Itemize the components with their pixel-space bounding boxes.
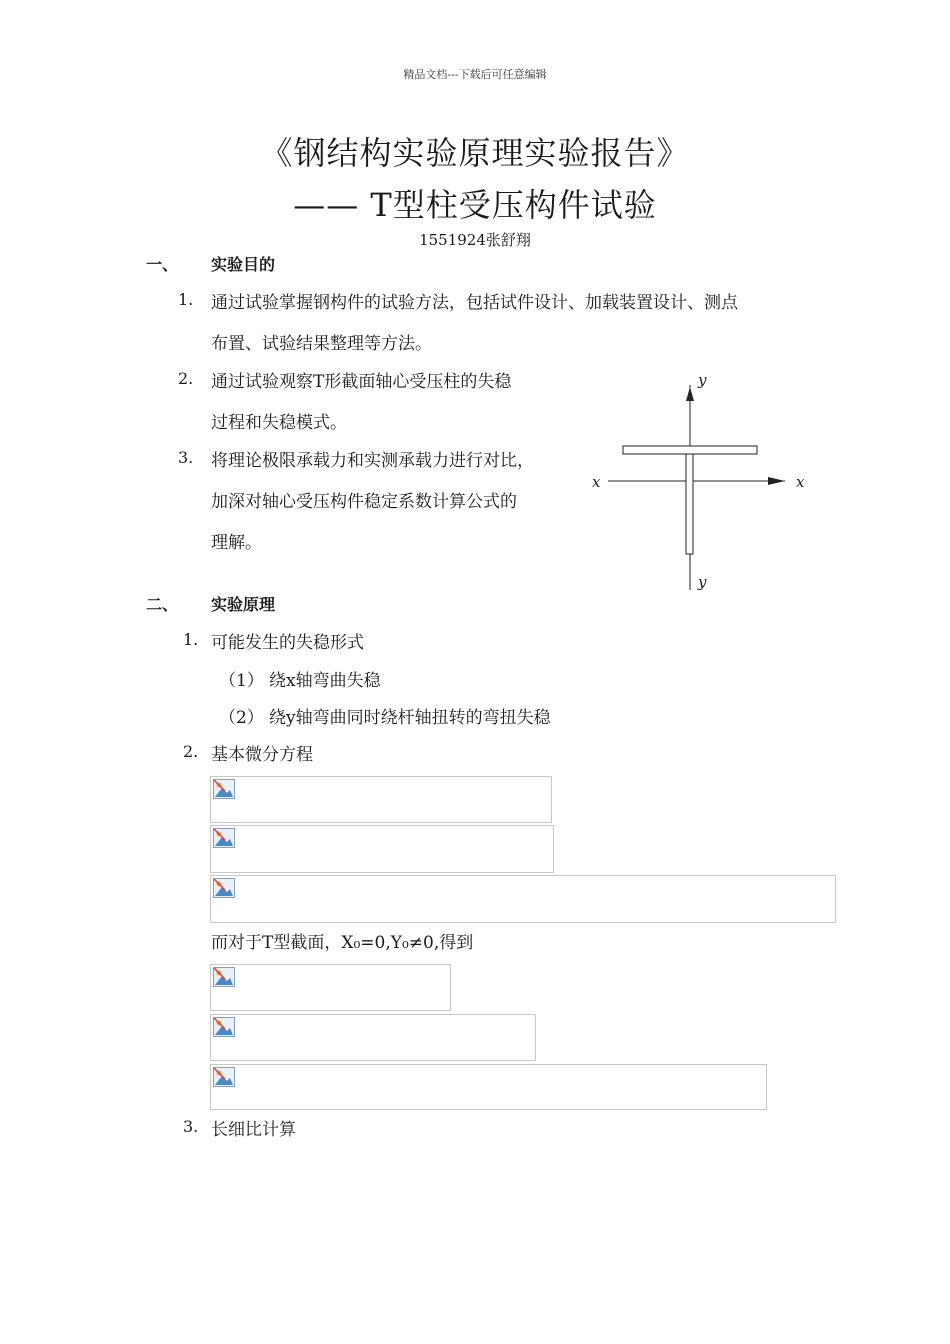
item-3-line-2: 加深对轴心受压构件稳定系数计算公式的 <box>211 492 517 512</box>
formula-image-2 <box>210 825 554 873</box>
y-label-top: y <box>698 371 707 389</box>
principle-item-1-text: 可能发生的失稳形式 <box>211 633 364 653</box>
formula-image-3 <box>210 875 836 923</box>
section-2-number: 二、 <box>146 595 179 614</box>
principle-item-2-text: 基本微分方程 <box>211 745 313 765</box>
sub-item-1-text: 绕x轴弯曲失稳 <box>269 671 381 691</box>
page-header: 精品文档---下载后可任意编辑 <box>403 68 547 81</box>
item-3-line-1: 将理论极限承载力和实测承载力进行对比， <box>211 451 534 471</box>
principle-item-3-number: 3. <box>183 1117 199 1136</box>
item-3-number: 3. <box>178 448 194 467</box>
item-2-line-2: 过程和失稳模式。 <box>211 413 347 433</box>
item-3-line-3: 理解。 <box>211 533 262 553</box>
principle-item-1-number: 1. <box>183 630 199 649</box>
item-2-line-1: 通过试验观察T形截面轴心受压柱的失稳 <box>211 372 512 392</box>
broken-image-icon <box>213 967 235 987</box>
item-1-number: 1. <box>178 290 194 309</box>
author: 1551924张舒翔 <box>419 231 531 249</box>
principle-item-3-text: 长细比计算 <box>211 1120 296 1140</box>
sub-item-1-number: （1） <box>219 671 264 691</box>
principle-item-2-number: 2. <box>183 742 199 761</box>
y-label-bottom: y <box>698 573 707 591</box>
section-1-number: 一、 <box>146 255 179 274</box>
item-2-number: 2. <box>178 369 194 388</box>
t-web <box>686 454 693 554</box>
sub-item-2-text: 绕y轴弯曲同时绕杆轴扭转的弯扭失稳 <box>269 708 551 728</box>
x-label-left: x <box>592 473 601 491</box>
x-label-right: x <box>796 473 805 491</box>
title-line-2: —— T型柱受压构件试验 <box>293 186 657 224</box>
item-1-line-2: 布置、试验结果整理等方法。 <box>211 334 432 354</box>
t-section-note: 而对于T型截面，X₀=0,Y₀≠0,得到 <box>211 933 474 953</box>
title-line-1: 《钢结构实验原理实验报告》 <box>260 134 690 172</box>
section-2-title: 实验原理 <box>211 595 276 614</box>
section-1-title: 实验目的 <box>211 255 276 274</box>
broken-image-icon <box>213 878 235 898</box>
formula-image-6 <box>210 1064 767 1110</box>
x-axis-arrow <box>768 477 785 485</box>
formula-image-5 <box>210 1014 536 1061</box>
y-axis-arrow <box>686 387 694 401</box>
sub-item-2-number: （2） <box>219 708 264 728</box>
formula-image-1 <box>210 776 552 823</box>
broken-image-icon <box>213 1017 235 1037</box>
t-flange <box>623 446 757 454</box>
broken-image-icon <box>213 779 235 799</box>
broken-image-icon <box>213 1067 235 1087</box>
formula-image-4 <box>210 964 451 1011</box>
broken-image-icon <box>213 828 235 848</box>
t-section-diagram <box>580 365 820 595</box>
item-1-line-1: 通过试验掌握钢构件的试验方法，包括试件设计、加载装置设计、测点 <box>211 293 738 313</box>
